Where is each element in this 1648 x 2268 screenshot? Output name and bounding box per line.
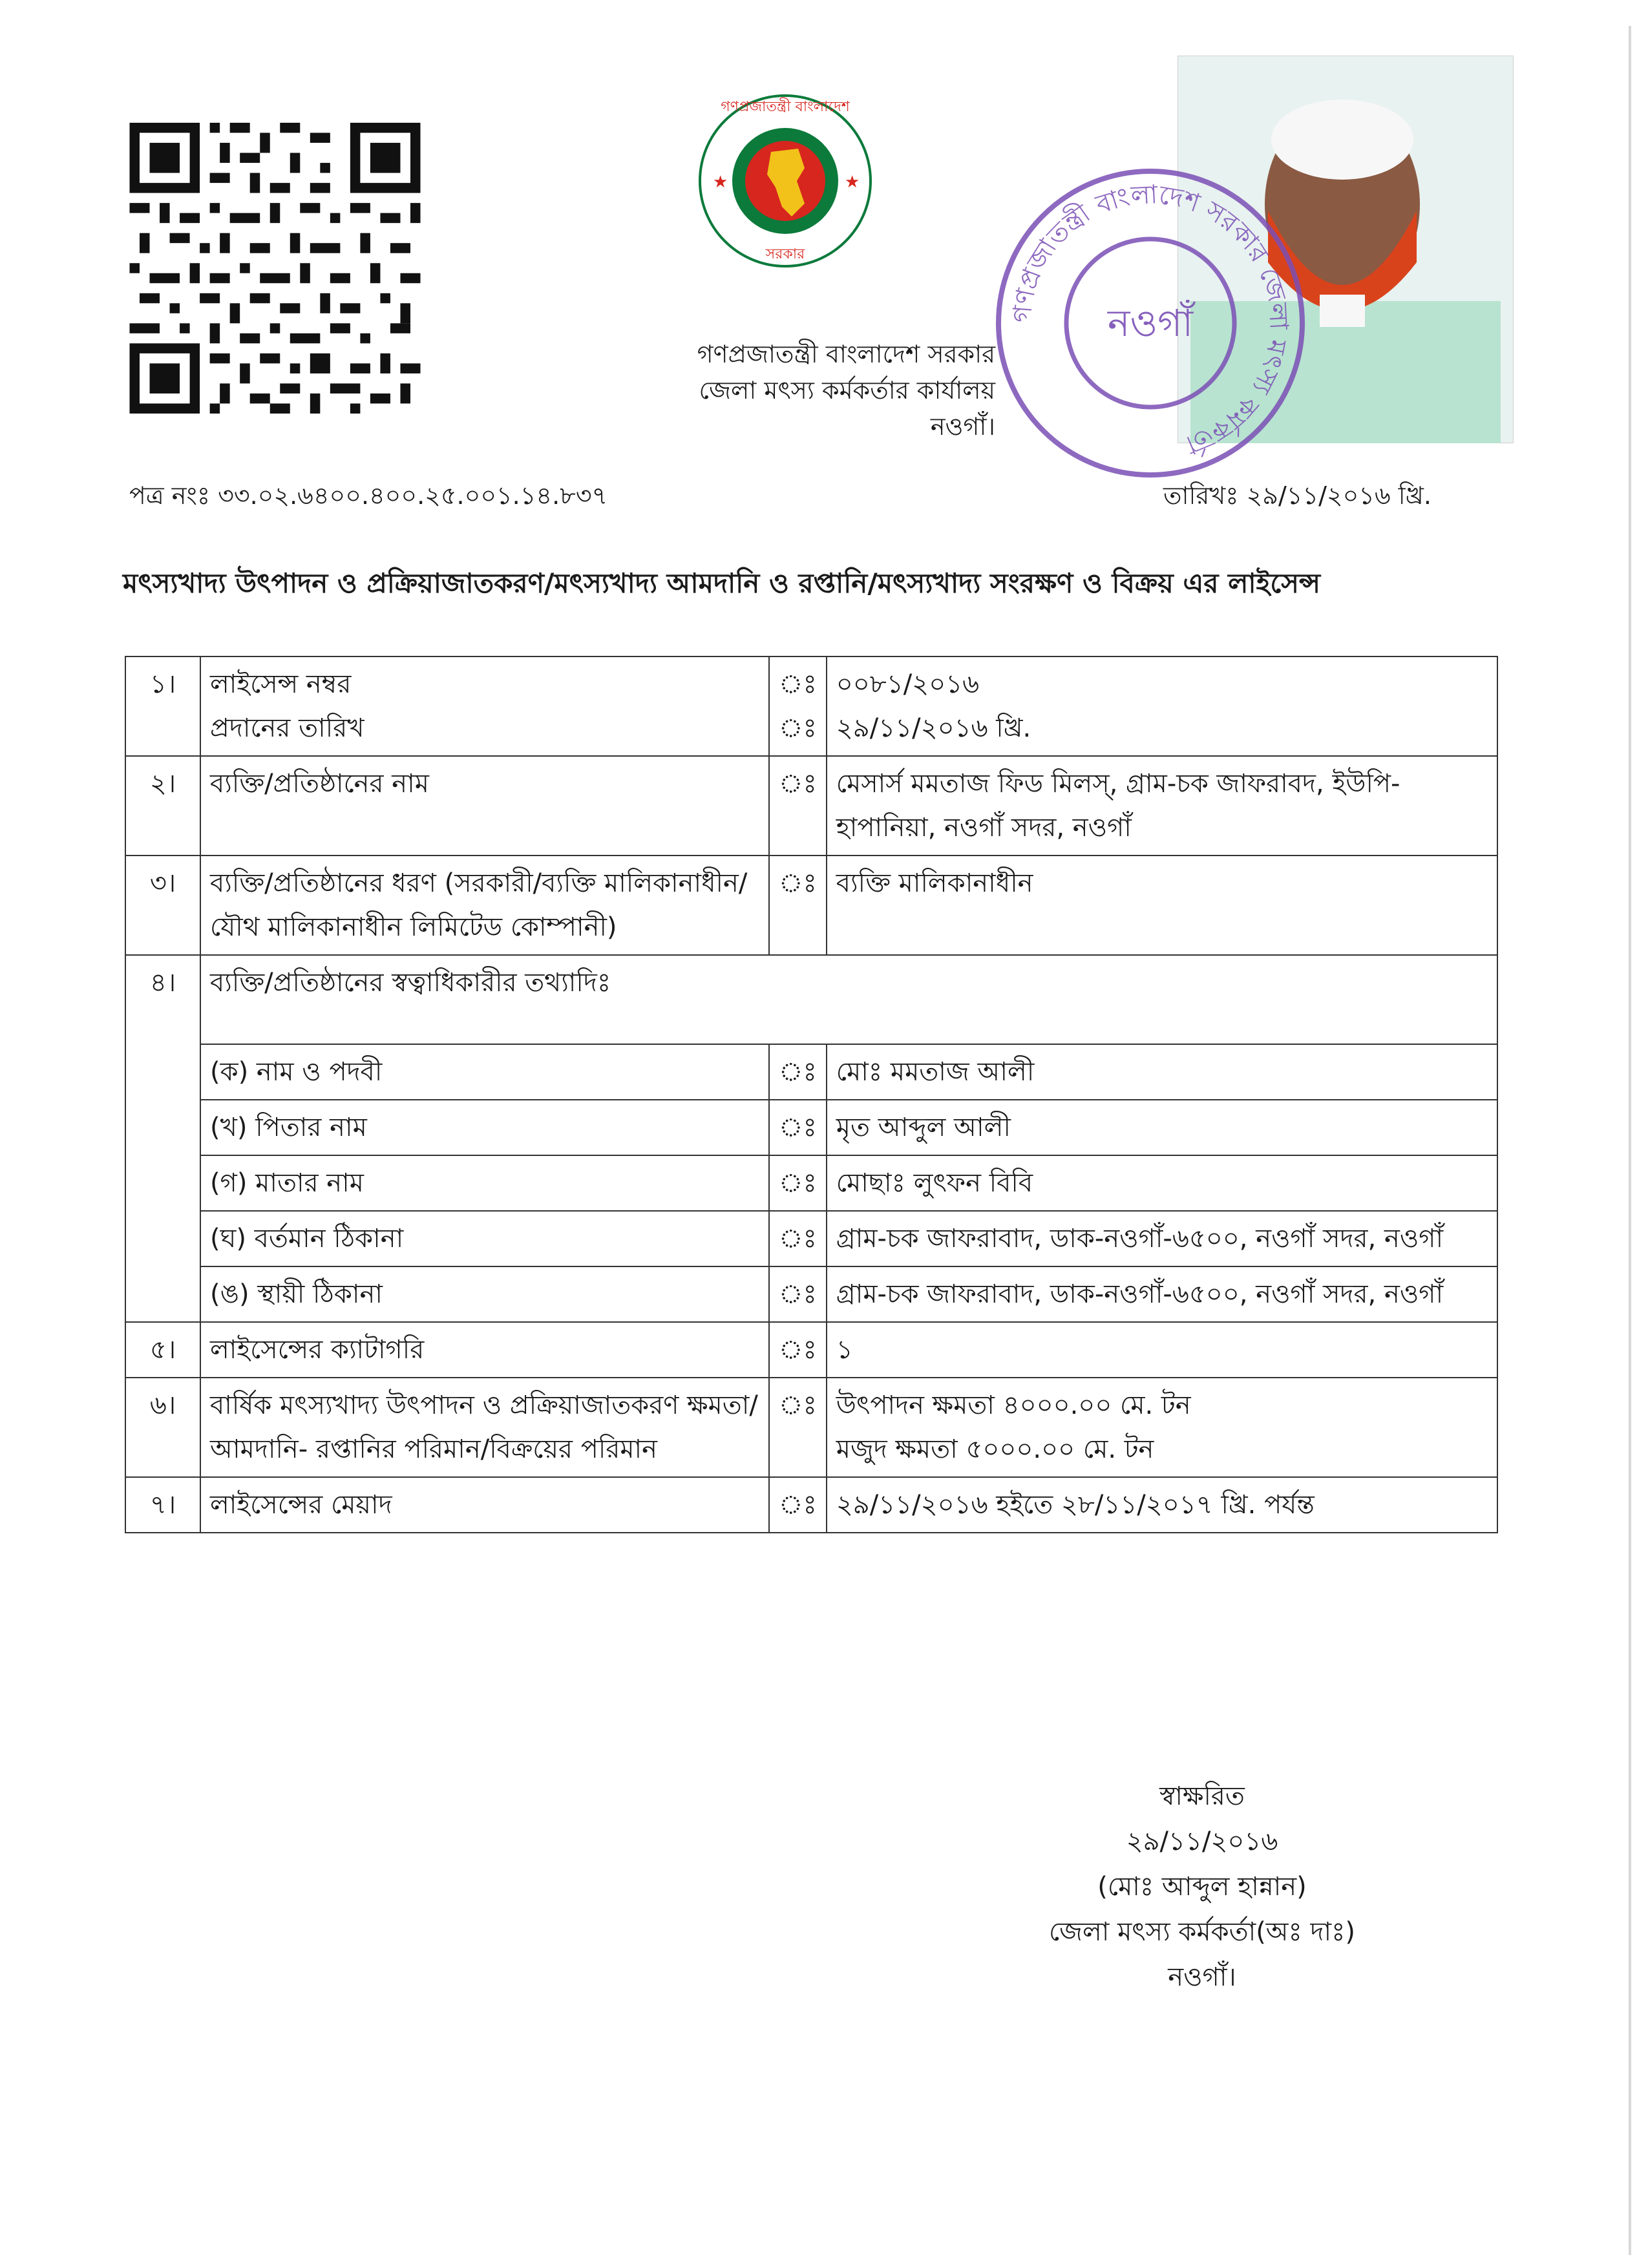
row-label: ব্যক্তি/প্রতিষ্ঠানের নাম xyxy=(200,756,769,856)
row-colon: ঃ xyxy=(769,1211,827,1266)
sub-label: (খ) পিতার নাম xyxy=(200,1100,769,1155)
stamp-center-text: নওগাঁ xyxy=(1107,301,1194,345)
reference-number: পত্র নংঃ ৩৩.০২.৬৪০০.৪০০.২৫.০০১.১৪.৮৩৭ xyxy=(129,481,608,510)
row-value: মেসার্স মমতাজ ফিড মিলস্, গ্রাম-চক জাফরাবদ, ইউপি-হাপানিয়া, নওগাঁ সদর, নওগাঁ xyxy=(827,756,1497,856)
license-title: মৎস্যখাদ্য উৎপাদন ও প্রক্রিয়াজাতকরণ/মৎস্যখাদ্য আমদানি ও রপ্তানি/মৎস্যখাদ্য সংরক্ষণ ও বিক্রয় এর লাইসেন্স xyxy=(123,567,1321,599)
table-row-4a xyxy=(125,1044,1497,1100)
table-row-1 xyxy=(125,656,1497,756)
table-row-4b xyxy=(125,1100,1497,1155)
signature-block xyxy=(995,1774,1409,2000)
row-value: ১ xyxy=(827,1322,1497,1378)
table-row-4c xyxy=(125,1155,1497,1211)
stamp-ring-text: গণপ্রজাতন্ত্রী বাংলাদেশ সরকার জেলা মৎস্য কর্মকর্তা xyxy=(1007,180,1294,460)
sub-label: (ক) নাম ও পদবী xyxy=(200,1044,769,1100)
row-serial: ৩। xyxy=(125,856,200,955)
row-serial: ৫। xyxy=(125,1322,200,1378)
office-line-2: জেলা মৎস্য কর্মকর্তার কার্যালয় xyxy=(699,376,995,404)
emblem-text-top: গণপ্রজাতন্ত্রী বাংলাদেশ xyxy=(721,99,850,115)
row-value: ০০৮১/২০১৬ ২৯/১১/২০১৬ খ্রি. xyxy=(827,656,1497,756)
office-header xyxy=(582,336,995,445)
row-label: বার্ষিক মৎস্যখাদ্য উৎপাদন ও প্রক্রিয়াজাতকরণ ক্ষমতা/আমদানি- রপ্তানির পরিমান/বিক্রয়ের পরিমান xyxy=(200,1378,769,1477)
table-row-7 xyxy=(125,1477,1497,1533)
row-serial: ৪। xyxy=(125,955,200,1322)
office-line-1: গণপ্রজাতন্ত্রী বাংলাদেশ সরকার xyxy=(697,340,995,368)
svg-text:★: ★ xyxy=(713,173,728,192)
row-colon: ঃ xyxy=(769,1477,827,1533)
license-table xyxy=(125,656,1498,1533)
row-colon: ঃ xyxy=(769,1378,827,1477)
signature-line-1: স্বাক্ষরিত xyxy=(1159,1781,1245,1811)
office-line-3: নওগাঁ। xyxy=(930,412,995,441)
row-colon: ঃ xyxy=(769,756,827,856)
row-label: লাইসেন্সের ক্যাটাগরি xyxy=(200,1322,769,1378)
signature-line-5: নওগাঁ। xyxy=(1168,1962,1236,1992)
row-value: ২৯/১১/২০১৬ হইতে ২৮/১১/২০১৭ খ্রি. পর্যন্ত xyxy=(827,1477,1497,1533)
row-colon: ঃ xyxy=(769,1100,827,1155)
row-value: উৎপাদন ক্ষমতা ৪০০০.০০ মে. টন মজুদ ক্ষমতা ৫০০০.০০ মে. টন xyxy=(827,1378,1497,1477)
table-row-4d xyxy=(125,1211,1497,1266)
sub-value: গ্রাম-চক জাফরাবাদ, ডাক-নওগাঁ-৬৫০০, নওগাঁ সদর, নওগাঁ xyxy=(827,1266,1497,1322)
issue-date: তারিখঃ ২৯/১১/২০১৬ খ্রি. xyxy=(1163,481,1431,510)
table-row-5 xyxy=(125,1322,1497,1378)
sub-value: মোছাঃ লুৎফন বিবি xyxy=(827,1155,1497,1211)
scan-edge xyxy=(1629,26,1631,2255)
row-colon: ঃ xyxy=(769,1322,827,1378)
table-row-6 xyxy=(125,1378,1497,1477)
row-colon: ঃ xyxy=(769,1155,827,1211)
government-emblem xyxy=(695,84,876,291)
sub-value: মৃত আব্দুল আলী xyxy=(827,1100,1497,1155)
sub-label: (ঘ) বর্তমান ঠিকানা xyxy=(200,1211,769,1266)
table-row-4e xyxy=(125,1266,1497,1322)
table-row-3 xyxy=(125,856,1497,955)
row-colon: ঃ xyxy=(769,856,827,955)
sub-value: মোঃ মমতাজ আলী xyxy=(827,1044,1497,1100)
row-serial: ৬। xyxy=(125,1378,200,1477)
row-colon: ঃ xyxy=(769,1044,827,1100)
row-serial: ৭। xyxy=(125,1477,200,1533)
row-value: ব্যক্তি মালিকানাধীন xyxy=(827,856,1497,955)
table-row-2 xyxy=(125,756,1497,856)
row-label: লাইসেন্সের মেয়াদ xyxy=(200,1477,769,1533)
row-label: ব্যক্তি/প্রতিষ্ঠানের ধরণ (সরকারী/ব্যক্তি মালিকানাধীন/যৌথ মালিকানাধীন লিমিটেড কোম্পানী) xyxy=(200,856,769,955)
row-colon: ঃ xyxy=(769,1266,827,1322)
svg-text:★: ★ xyxy=(845,173,860,192)
row-colon: ঃ ঃ xyxy=(769,656,827,756)
table-row-4 xyxy=(125,955,1497,1044)
office-seal xyxy=(982,155,1318,491)
signature-line-2: ২৯/১১/২০১৬ xyxy=(1126,1827,1278,1856)
signature-line-3: (মোঃ আব্দুল হান্নান) xyxy=(1097,1872,1307,1902)
sub-label: (গ) মাতার নাম xyxy=(200,1155,769,1211)
row-label: ব্যক্তি/প্রতিষ্ঠানের স্বত্বাধিকারীর তথ্যাদিঃ xyxy=(200,955,1497,1044)
signature-line-4: জেলা মৎস্য কর্মকর্তা(অঃ দাঃ) xyxy=(1048,1917,1356,1947)
sub-label: (ঙ) স্থায়ী ঠিকানা xyxy=(200,1266,769,1322)
qr-code xyxy=(128,123,422,414)
emblem-text-bottom: সরকার xyxy=(765,246,805,262)
row-serial: ১। xyxy=(125,656,200,756)
row-serial: ২। xyxy=(125,756,200,856)
sub-value: গ্রাম-চক জাফরাবাদ, ডাক-নওগাঁ-৬৫০০, নওগাঁ সদর, নওগাঁ xyxy=(827,1211,1497,1266)
row-label: লাইসেন্স নম্বর প্রদানের তারিখ xyxy=(200,656,769,756)
